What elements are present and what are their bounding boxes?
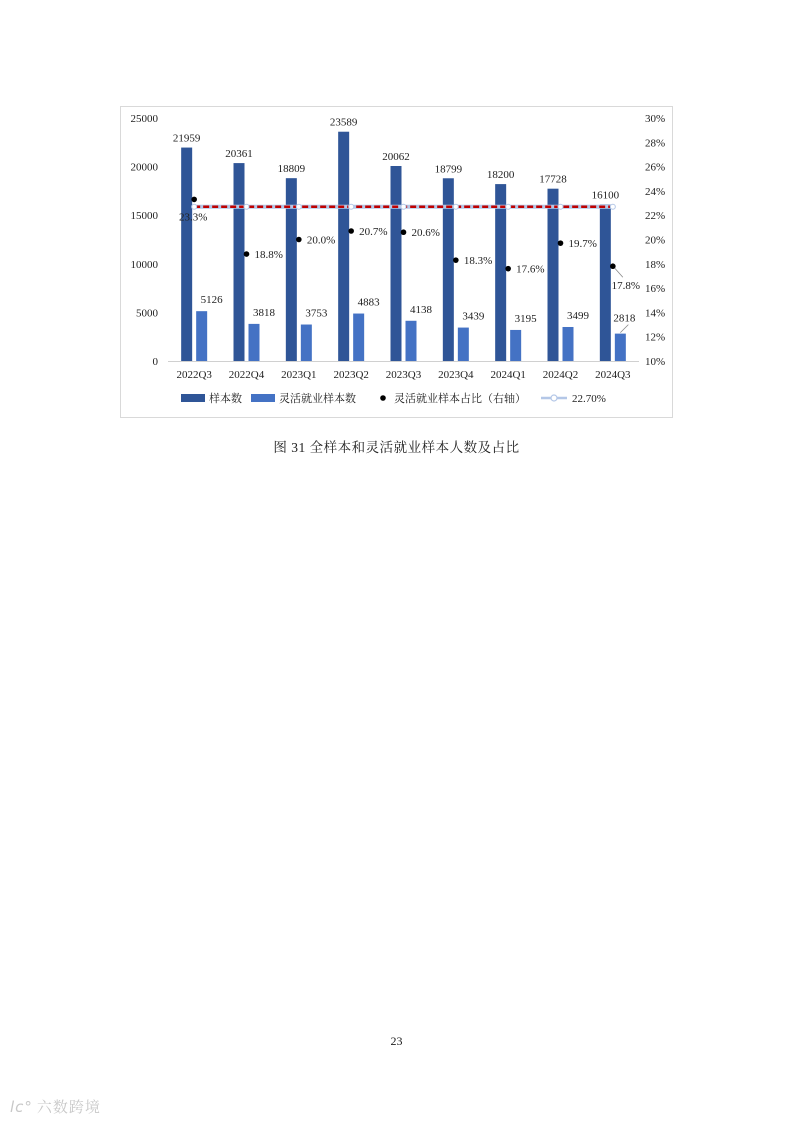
bar-flexible-samples bbox=[510, 330, 521, 361]
y-left-tick-label: 0 bbox=[152, 356, 158, 368]
bar-flexible-label: 3439 bbox=[462, 310, 485, 323]
bar-flexible-label: 3753 bbox=[305, 307, 328, 320]
average-line-point bbox=[558, 204, 563, 209]
bar-total-samples bbox=[391, 166, 402, 361]
bar-flexible-samples bbox=[249, 324, 260, 361]
bar-total-label: 17728 bbox=[539, 173, 567, 186]
bar-total-label: 18809 bbox=[277, 163, 306, 176]
legend-marker-average bbox=[551, 395, 557, 401]
average-line-point bbox=[296, 204, 301, 209]
bar-flexible-label: 3499 bbox=[567, 309, 589, 322]
chart-svg bbox=[121, 107, 674, 419]
y-left-tick-label: 20000 bbox=[130, 161, 158, 174]
bar-total-samples bbox=[338, 132, 349, 361]
ratio-label: 23.3% bbox=[178, 211, 208, 224]
y-right-tick-label: 20% bbox=[645, 234, 666, 247]
ratio-point bbox=[505, 266, 511, 272]
average-line-point bbox=[244, 204, 249, 209]
bar-flexible-samples bbox=[406, 321, 417, 361]
legend-label-flexible: 灵活就业样本数 bbox=[279, 393, 356, 405]
bar-total-label: 16100 bbox=[591, 189, 620, 202]
x-tick-label: 2023Q1 bbox=[281, 369, 317, 381]
bar-flexible-samples bbox=[563, 327, 574, 361]
bar-total-label: 20361 bbox=[225, 148, 253, 161]
legend-label-average: 22.70% bbox=[572, 393, 606, 405]
bar-flexible-samples bbox=[301, 325, 312, 361]
bar-flexible-samples bbox=[196, 311, 207, 361]
y-right-tick-label: 26% bbox=[645, 161, 666, 174]
y-right-tick-label: 10% bbox=[645, 356, 666, 368]
y-right-tick-label: 12% bbox=[645, 331, 666, 344]
x-tick-label: 2022Q4 bbox=[228, 369, 265, 381]
x-tick-label: 2023Q3 bbox=[385, 369, 422, 381]
ratio-point bbox=[244, 251, 250, 257]
ratio-point bbox=[296, 237, 302, 243]
page-number: 23 bbox=[390, 1034, 403, 1048]
ratio-point bbox=[610, 263, 616, 269]
bar-flexible-label: 5126 bbox=[200, 294, 223, 307]
bar-flexible-label: 2818 bbox=[613, 312, 636, 325]
bar-flexible-label: 3195 bbox=[514, 312, 537, 325]
bar-total-label: 18200 bbox=[486, 169, 515, 182]
bar-flexible-label: 4138 bbox=[410, 303, 432, 316]
bar-total-label: 18799 bbox=[434, 163, 463, 176]
bar-total-label: 23589 bbox=[329, 116, 358, 129]
x-tick-label: 2024Q3 bbox=[595, 369, 631, 381]
ratio-label: 20.0% bbox=[306, 234, 336, 247]
y-left-tick-label: 10000 bbox=[130, 258, 158, 271]
bar-flexible-label: 4883 bbox=[357, 296, 380, 309]
ratio-label: 20.6% bbox=[411, 227, 440, 240]
average-line-point bbox=[453, 204, 458, 209]
watermark-text: 六数跨境 bbox=[36, 1098, 101, 1116]
average-line-point bbox=[610, 204, 615, 209]
y-right-tick-label: 18% bbox=[645, 258, 666, 271]
figure-caption: 图 31 全样本和灵活就业样本人数及占比 bbox=[273, 440, 520, 455]
x-tick-label: 2024Q2 bbox=[542, 369, 579, 381]
legend-swatch-total bbox=[181, 394, 205, 402]
ratio-label: 18.3% bbox=[463, 255, 493, 268]
y-right-tick-label: 24% bbox=[645, 185, 666, 198]
bar-total-samples bbox=[181, 148, 192, 361]
ratio-label: 20.7% bbox=[359, 225, 388, 238]
leader-line bbox=[615, 268, 623, 277]
legend-label-ratio: 灵活就业样本占比（右轴） bbox=[394, 393, 526, 405]
ratio-point bbox=[191, 197, 197, 203]
ratio-label: 17.8% bbox=[611, 280, 641, 293]
watermark bbox=[10, 1096, 101, 1117]
legend-swatch-flexible bbox=[251, 394, 275, 402]
bar-flexible-label: 3818 bbox=[253, 306, 275, 319]
bar-total-label: 21959 bbox=[172, 132, 201, 145]
average-line-point bbox=[506, 204, 511, 209]
bar-flexible-samples bbox=[615, 334, 626, 361]
y-right-tick-label: 22% bbox=[645, 210, 666, 223]
watermark-logo-icon: lc° bbox=[10, 1098, 33, 1116]
ratio-point bbox=[558, 240, 564, 246]
bar-total-samples bbox=[234, 163, 245, 361]
bar-total-label: 20062 bbox=[382, 150, 410, 163]
legend-label-total: 样本数 bbox=[209, 393, 242, 405]
legend-marker-ratio bbox=[380, 395, 386, 401]
x-tick-label: 2022Q3 bbox=[176, 369, 212, 381]
y-left-tick-label: 15000 bbox=[130, 210, 158, 223]
x-tick-label: 2024Q1 bbox=[490, 369, 526, 381]
y-right-tick-label: 14% bbox=[645, 307, 666, 320]
average-line-point bbox=[401, 204, 406, 209]
y-right-tick-label: 28% bbox=[645, 137, 666, 150]
ratio-label: 17.6% bbox=[516, 263, 545, 276]
ratio-point bbox=[453, 257, 459, 263]
bar-flexible-samples bbox=[353, 314, 364, 361]
x-tick-label: 2023Q4 bbox=[438, 369, 474, 381]
x-tick-label: 2023Q2 bbox=[333, 369, 369, 381]
y-left-tick-label: 25000 bbox=[130, 113, 158, 125]
ratio-point bbox=[348, 228, 354, 234]
y-left-tick-label: 5000 bbox=[136, 307, 158, 320]
ratio-label: 18.8% bbox=[254, 249, 283, 262]
ratio-point bbox=[401, 229, 407, 235]
ratio-label: 19.7% bbox=[568, 238, 597, 251]
leader-line bbox=[620, 325, 628, 333]
average-line-point bbox=[349, 204, 354, 209]
bar-flexible-samples bbox=[458, 328, 469, 361]
y-right-tick-label: 16% bbox=[645, 283, 666, 296]
bar-total-samples bbox=[548, 189, 559, 361]
y-right-tick-label: 30% bbox=[645, 113, 666, 125]
chart-frame bbox=[120, 106, 673, 418]
bar-total-samples bbox=[600, 205, 611, 361]
bar-total-samples bbox=[495, 184, 506, 361]
average-line-point bbox=[192, 204, 197, 209]
